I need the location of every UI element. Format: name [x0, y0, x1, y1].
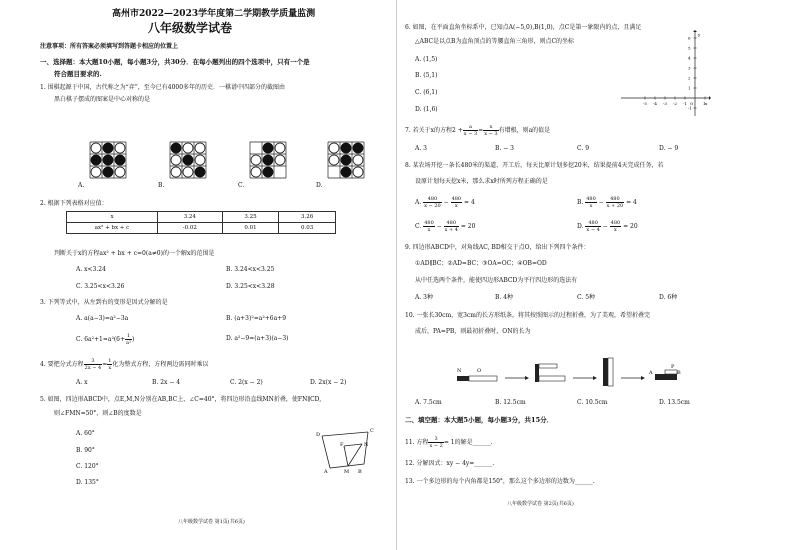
table-cell: 3.26: [279, 212, 336, 223]
q8-text: 8. 某农场开挖一条长480米的渠道，开工后，每天比原计划多挖20米，结果提前4天完成任务，若: [405, 162, 664, 169]
y-tick-label: 3: [688, 65, 691, 71]
q1-text-cont: 黑白棋子摆成的图案是中心对称的是: [54, 96, 151, 103]
figure-label: D: [316, 432, 321, 438]
fraction: $\frac{3}{x - 2}$: [429, 436, 443, 449]
q5-quadrilateral-figure: [314, 424, 378, 474]
q6-option-c: C. (6,1): [415, 89, 438, 96]
origin-label: O: [690, 101, 694, 106]
white-stone: [195, 155, 205, 165]
fraction: $\frac{480}{x - 4}$: [586, 220, 600, 233]
white-stone: [275, 143, 285, 153]
fraction: $\frac{480}{x}$: [424, 220, 434, 233]
y-axis-arrow: [693, 30, 697, 32]
figure-label: B: [358, 469, 362, 474]
q10-option-a: A. 7.5cm: [415, 399, 442, 406]
q4-option-c: C. 2(x − 2): [230, 379, 263, 386]
fraction: $\frac{480}{x - 20}$: [424, 196, 441, 209]
fraction: $\frac{x}{x - 3}$: [484, 124, 498, 137]
fraction: $\frac{480}{x}$: [586, 196, 596, 209]
q9-option-c: C. 5种: [577, 294, 596, 301]
q5-option-a: A. 60°: [76, 430, 95, 437]
exam-subtitle: 八年级数学试卷: [148, 21, 233, 35]
x-tick-label: -2: [673, 101, 677, 106]
q7-option-d: D. − 9: [659, 145, 679, 152]
figure-label: M: [344, 469, 350, 474]
black-stone: [341, 155, 351, 165]
black-stone: [341, 143, 351, 153]
x-tick-label: -4: [653, 101, 657, 106]
black-stone: [263, 143, 273, 153]
q10-option-b: B. 12.5cm: [495, 399, 526, 406]
figure-label: C: [370, 428, 374, 434]
x-tick-label: -3: [663, 101, 667, 106]
y-tick-label: 2: [688, 75, 691, 81]
figure-label: B: [677, 370, 681, 376]
q10-text-cont: 成后，PA=PB，则最初折叠时，ON的长为: [415, 328, 531, 335]
q3-option-a: A. a(a−3)=a²−3a: [76, 315, 129, 322]
q1-option-d: D.: [316, 182, 323, 189]
white-stone: [91, 167, 101, 177]
table-cell: -0.02: [158, 223, 223, 234]
go-board: [246, 138, 290, 182]
white-stone: [115, 167, 125, 177]
y-tick-label: 5: [688, 45, 691, 51]
white-stone: [329, 155, 339, 165]
table-row: [67, 223, 336, 234]
q3-option-c-label: C. 6a²+1=a²(6+: [76, 336, 126, 343]
q7-option-b: B. − 3: [495, 145, 514, 152]
q7-option-c: C. 9: [577, 145, 590, 152]
q2-option-b: B. 3.24<x<3.25: [226, 266, 275, 273]
q10-option-c: C. 10.5cm: [577, 399, 608, 406]
black-stone: [183, 155, 193, 165]
table-cell: 3.25: [222, 212, 279, 223]
q6-option-d: D. (1,6): [415, 106, 438, 113]
x-tick-label: -1: [683, 101, 687, 106]
notice: 注意事项：所有答案必须填写到答题卡相应的位置上: [40, 43, 179, 50]
table-cell: 3.24: [158, 212, 223, 223]
y-axis-label: y: [698, 32, 701, 37]
x-tick-label: 1: [703, 101, 706, 106]
q2-text: 2. 根据下列表格对应值：: [40, 200, 108, 207]
y-tick-label: 6: [688, 35, 691, 41]
fraction: $\frac{a}{x - 3}$: [463, 124, 478, 137]
q1-option-b: B.: [158, 182, 165, 189]
q10-option-d: D. 13.5cm: [659, 399, 690, 406]
q8-option-b: B. $\frac{480}{x}$ − $\frac{480}{x + 20}$ = 4: [577, 196, 637, 209]
fraction: $\frac{1}{x}$: [108, 358, 112, 371]
q2-text-cont: 判断关于x的方程ax² + bx + c=0(a≠0)的一个解x的范围是: [54, 250, 215, 257]
black-stone: [263, 155, 273, 165]
white-stone: [251, 167, 261, 177]
white-stone: [183, 167, 193, 177]
fraction: $\frac{480}{x}$: [451, 196, 462, 209]
q6-coordinate-plane: [619, 30, 711, 118]
white-stone: [195, 143, 205, 153]
table-cell: 0.03: [279, 223, 336, 234]
q12-text: 12. 分解因式：xy − 4y=______.: [405, 460, 495, 467]
q2-option-d: D. 3.25<x<3.28: [226, 283, 275, 290]
white-stone: [115, 143, 125, 153]
white-stone: [171, 167, 181, 177]
q4-option-a: A. x: [76, 379, 88, 386]
q8-text-cont: 设原计划每天挖x米，那么求x时所列方程正确的是: [415, 178, 548, 185]
table-cell: ax² + bx + c: [67, 223, 158, 234]
q2-option-a: A. x<3.24: [76, 266, 106, 273]
black-stone: [91, 155, 101, 165]
q6-option-a: A. (1,5): [415, 56, 438, 63]
white-stone: [251, 155, 261, 165]
q9-text-cont: 从中任选两个条件，能使四边形ABCD为平行四边形的选法有: [415, 277, 578, 284]
q9-text: 9. 四边形ABCD中，对角线AC, BD相交于点O，给出下列四个条件：: [405, 244, 590, 251]
q8-option-c: C. $\frac{480}{x}$ − $\frac{480}{x + 4}$ = 20: [415, 220, 476, 233]
q13-text: 13. 一个多边形的每个内角都是150°，那么这个多边形的边数为______.: [405, 478, 595, 485]
q1-text: 1. 围棋起源于中国，古代称之为“弈”，至今已有4000多年的历史．一棋谱中四部分的截图由: [40, 84, 286, 91]
table-cell: 0.01: [222, 223, 279, 234]
black-stone: [353, 143, 363, 153]
q3-option-b: B. (a+3)²=a²+6a+9: [226, 315, 287, 322]
q3-text: 3. 下列等式中，从左到右的变形是因式分解的是: [40, 299, 168, 306]
q4-option-b: B. 2x − 4: [152, 379, 181, 386]
q1-option-a: A.: [78, 182, 85, 189]
y-tick-label: 4: [688, 55, 691, 61]
q5-option-b: B. 90°: [76, 447, 95, 454]
fraction: $\frac{480}{x}$: [610, 220, 621, 233]
fraction: $\frac{480}{x + 4}$: [444, 220, 458, 233]
white-stone: [275, 155, 285, 165]
black-stone: [341, 167, 351, 177]
q2-option-c: C. 3.25<x<3.26: [76, 283, 125, 290]
q4-text: 4. 要把分式方程 $\frac{3}{2x - 4}$ = $\frac{1}{x}$ 化为整式方程，方程两边需同时乘以: [40, 358, 209, 371]
black-stone: [115, 155, 125, 165]
black-stone: [195, 167, 205, 177]
black-stone: [103, 155, 113, 165]
white-stone: [329, 143, 339, 153]
q7-text: 7. 若关于x的方程2 + $\frac{a}{x - 3}$ = $\frac{x}{x - 3}$ 有增根，则a的值是: [405, 124, 551, 137]
q6-text-cont: △ABC是以点B为直角顶点的等腰直角三角形，则点C的坐标: [415, 38, 575, 45]
page-footer: 八年级数学试卷 第1页(共6页): [178, 519, 245, 525]
white-stone: [353, 167, 363, 177]
q9-option-b: B. 4种: [495, 294, 514, 301]
q10-folding-figure: [447, 350, 727, 394]
q1-option-c: C.: [238, 182, 245, 189]
figure-label: N: [457, 368, 462, 374]
table-row: [67, 212, 336, 223]
q6-option-b: B. (5,1): [415, 72, 438, 79]
exam-title: 高州市2022—2023学年度第二学期教学质量监测: [112, 9, 316, 19]
figure-label: A: [649, 370, 653, 376]
fraction: $\frac{480}{x + 20}$: [606, 196, 624, 209]
section2-heading: 二、填空题：本大题5小题，每小题3分，共15分．: [405, 416, 554, 424]
page-footer: 八年级数学试卷 第2页(共6页): [507, 501, 574, 507]
black-stone: [103, 143, 113, 153]
white-stone: [171, 155, 181, 165]
y-tick-label: 1: [688, 85, 691, 91]
y-tick-label: -1: [688, 105, 692, 111]
white-stone: [353, 155, 363, 165]
q2-table: [66, 211, 336, 234]
white-stone: [91, 143, 101, 153]
x-tick-label: -5: [643, 101, 647, 106]
q8-option-a: A. $\frac{480}{x - 20}$ − $\frac{480}{x}$ = 4: [415, 196, 475, 209]
q9-conditions: ①AD∥BC；②AD=BC；③OA=OC；④OB=OD: [415, 260, 547, 267]
q10-text: 10. 一张长30cm，宽3cm的长方形纸条，将其按照图示的过程折叠，为了美观，希望折叠完: [405, 312, 651, 319]
right-page: [397, 0, 794, 550]
q3-option-c: C. 6a²+1=a²(6+ $\frac{1}{\text{a²}}$ ): [76, 333, 135, 346]
fraction: $\frac{3}{2x - 4}$: [84, 358, 102, 371]
q9-option-a: A. 3种: [415, 294, 433, 301]
go-board: [166, 138, 210, 182]
go-board: [324, 138, 368, 182]
q6-text: 6. 如图，在平面直角坐标系中，已知点A(−5,0),B(1,0)，点C是第一象限内的点，且满足: [405, 24, 642, 31]
q5-option-d: D. 135°: [76, 479, 99, 486]
q11-text: 11. 方程 $\frac{3}{x - 2}$ = 1的解是______.: [405, 436, 493, 449]
figure-label: F: [340, 442, 344, 448]
figure-label: P: [671, 364, 675, 370]
section1-heading-cont: 符合题目要求的.: [54, 70, 102, 78]
q4-option-d: D. 2x(x − 2): [310, 379, 347, 386]
figure-label: A: [324, 469, 328, 474]
go-board: [86, 138, 130, 182]
section1-heading: 一、选择题：本大题10小题，每小题3分，共30分．在每小题列出的四个选项中，只有一个是: [40, 58, 310, 66]
black-stone: [263, 167, 273, 177]
q5-option-c: C. 120°: [76, 463, 99, 470]
black-stone: [171, 143, 181, 153]
x-axis-label: x: [705, 101, 708, 106]
figure-label: N: [364, 442, 369, 448]
fraction: $\frac{1}{\text{a²}}$: [126, 333, 132, 346]
white-stone: [183, 143, 193, 153]
black-stone: [103, 167, 113, 177]
q9-option-d: D. 6种: [659, 294, 678, 301]
x-axis-arrow: [709, 96, 711, 100]
table-cell: x: [67, 212, 158, 223]
q7-option-a: A. 3: [415, 145, 427, 152]
q5-text-cont: 则∠FMN=50°，则∠B的度数是: [54, 410, 142, 417]
q5-text: 5. 如图，四边形ABCD中，点E,M,N分别在AB,BC上，∠C=40°，将四边形沿直线MN折叠，使FN∥CD,: [40, 396, 322, 403]
q8-option-d: D. $\frac{480}{x - 4}$ − $\frac{480}{x}$ = 20: [577, 220, 638, 233]
figure-label: O: [477, 368, 482, 374]
q3-option-d: D. a²−9=(a+3)(a−3): [226, 335, 289, 342]
